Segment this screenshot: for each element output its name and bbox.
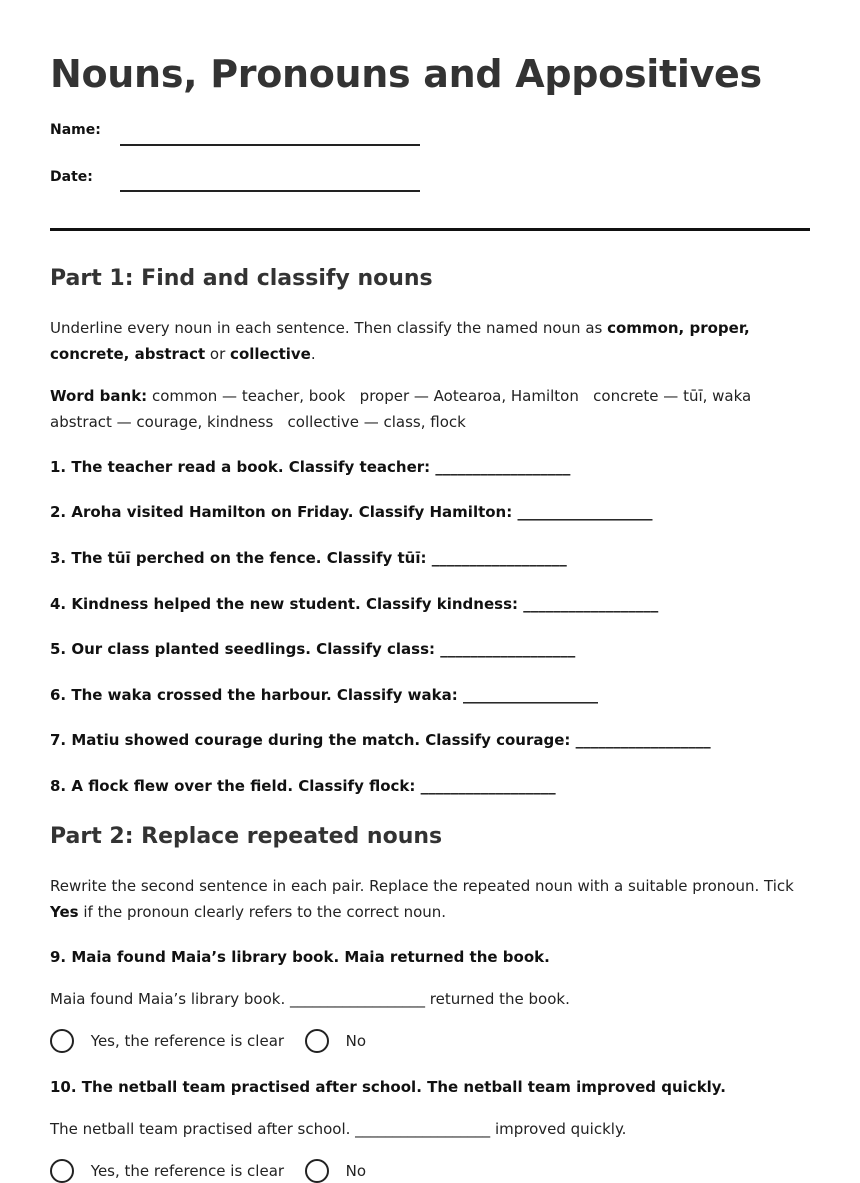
part2-instr-b: if the pronoun clearly refers to the correct noun.: [78, 903, 447, 921]
item-9-options: [50, 1029, 366, 1053]
name-label: Name:: [50, 122, 101, 138]
question-2[interactable]: 2. Aroha visited Hamilton on Friday. Classify Hamilton: __________________: [50, 503, 653, 521]
question-6[interactable]: 6. The waka crossed the harbour. Classify waka: __________________: [50, 686, 598, 704]
item-9-no-radio[interactable]: [305, 1029, 329, 1053]
item-9-yes-radio[interactable]: [50, 1029, 74, 1053]
part1-heading: Part 1: Find and classify nouns: [50, 266, 433, 291]
word-bank-text: common — teacher, book proper — Aotearoa, Hamilton concrete — tūī, waka abstract — courage, kindness collective — class, flock: [50, 387, 766, 431]
item-10-yes-radio[interactable]: [50, 1159, 74, 1183]
part2-instructions: [50, 873, 810, 925]
question-7[interactable]: 7. Matiu showed courage during the match. Classify courage: __________________: [50, 731, 711, 749]
part1-instr-bold-a: common, proper, concrete, abstract: [50, 319, 750, 363]
part1-instr-b: or: [205, 345, 231, 363]
question-4[interactable]: 4. Kindness helped the new student. Classify kindness: __________________: [50, 595, 659, 613]
question-5[interactable]: 5. Our class planted seedlings. Classify class: __________________: [50, 640, 576, 658]
date-input-line[interactable]: [120, 190, 420, 192]
part1-instructions: [50, 315, 810, 367]
part2-heading: Part 2: Replace repeated nouns: [50, 824, 443, 849]
item-10-yes-label: Yes, the reference is clear: [90, 1162, 285, 1180]
item-9-no-label: No: [345, 1032, 367, 1050]
date-label: Date:: [50, 169, 93, 185]
item-10-no-label: No: [345, 1162, 367, 1180]
question-8[interactable]: 8. A flock flew over the field. Classify flock: __________________: [50, 777, 556, 795]
question-3[interactable]: 3. The tūī perched on the fence. Classify tūī: __________________: [50, 549, 567, 567]
question-1[interactable]: 1. The teacher read a book. Classify teacher: __________________: [50, 458, 571, 476]
part1-instr-a: Underline every noun in each sentence. Then classify the named noun as: [50, 319, 608, 337]
item-10-options: [50, 1159, 366, 1183]
item-10-no-radio[interactable]: [305, 1159, 329, 1183]
word-bank: [50, 383, 810, 435]
item-9-yes-label: Yes, the reference is clear: [90, 1032, 285, 1050]
part2-instr-bold-a: Yes: [50, 903, 79, 921]
item-10-prompt: 10. The netball team practised after school. The netball team improved quickly.: [50, 1078, 726, 1096]
item-9-prompt: 9. Maia found Maia’s library book. Maia returned the book.: [50, 948, 550, 966]
divider: [50, 228, 810, 231]
item-9-rewrite[interactable]: Maia found Maia’s library book. __________________ returned the book.: [50, 990, 570, 1008]
part1-instr-bold-b: collective: [230, 345, 311, 363]
name-input-line[interactable]: [120, 144, 420, 146]
part1-instr-c: .: [310, 345, 316, 363]
part2-instr-a: Rewrite the second sentence in each pair. Replace the repeated noun with a suitable pronoun. Tick: [50, 877, 794, 895]
item-10-rewrite[interactable]: The netball team practised after school. __________________ improved quickly.: [50, 1120, 627, 1138]
page-title: Nouns, Pronouns and Appositives: [50, 52, 762, 96]
word-bank-label: Word bank:: [50, 387, 148, 405]
